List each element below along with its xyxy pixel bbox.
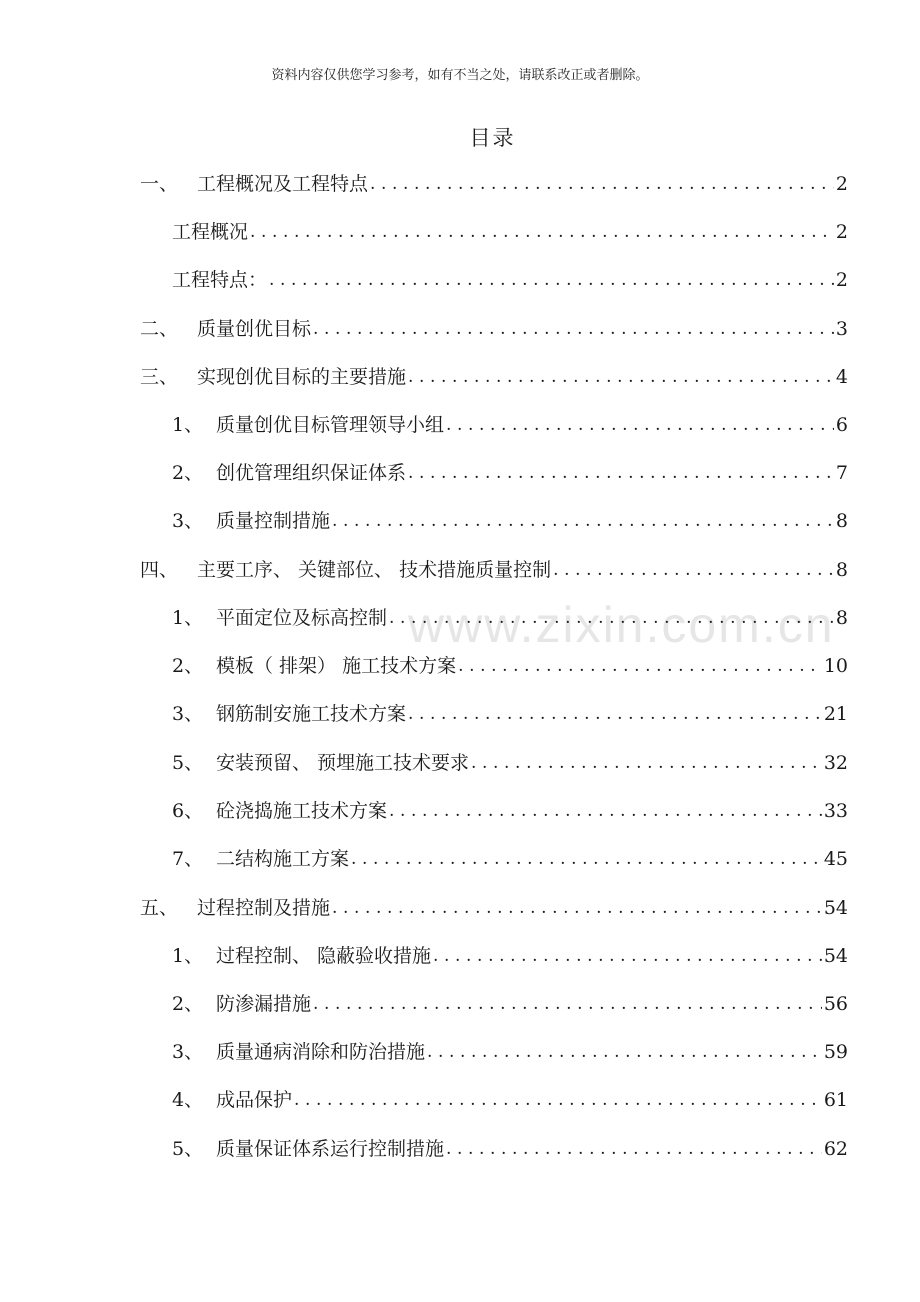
toc-leader-dots xyxy=(427,1044,822,1061)
toc-entry-number: 4、 xyxy=(172,1088,204,1111)
toc-entry-label: 防渗漏措施 xyxy=(216,992,312,1015)
toc-entry[interactable] xyxy=(172,208,848,256)
toc-entry-number: 2、 xyxy=(172,654,204,677)
toc-entry[interactable] xyxy=(140,160,848,208)
toc-leader-dots xyxy=(250,224,834,241)
toc-entry-page: 56 xyxy=(823,992,848,1015)
toc-leader-dots xyxy=(332,900,822,917)
toc-entry[interactable] xyxy=(172,980,848,1028)
toc-entry-label: 平面定位及标高控制 xyxy=(216,606,388,629)
toc-leader-dots xyxy=(389,610,834,627)
toc-title: 目录 xyxy=(469,126,516,150)
toc-leader-dots xyxy=(351,851,822,868)
toc-entry-label: 过程控制、 隐蔽验收措施 xyxy=(216,944,432,967)
toc-entry-page: 33 xyxy=(823,799,848,822)
toc-entry[interactable] xyxy=(140,546,848,594)
toc-leader-dots xyxy=(408,369,834,386)
toc-entry-label: 砼浇捣施工技术方案 xyxy=(216,799,388,822)
toc-entry-label: 主要工序、 关键部位、 技术措施质量控制 xyxy=(197,558,552,581)
toc-entry-number: 3、 xyxy=(172,1040,204,1063)
toc-leader-dots xyxy=(408,706,822,723)
toc-entry-label: 工程概况 xyxy=(172,220,249,243)
toc-entry[interactable] xyxy=(172,835,848,883)
toc-entry-page: 4 xyxy=(835,365,848,388)
toc-entry-label: 创优管理组织保证体系 xyxy=(216,461,407,484)
toc-leader-dots xyxy=(313,321,834,338)
toc-entry-page: 54 xyxy=(823,944,848,967)
toc-entry-page: 32 xyxy=(823,751,848,774)
toc-entry[interactable] xyxy=(172,449,848,497)
toc-leader-dots xyxy=(458,658,822,675)
toc-entry-number: 二、 xyxy=(140,317,179,340)
toc-entry-number: 1、 xyxy=(172,606,204,629)
toc-leader-dots xyxy=(269,272,834,289)
toc-entry-number: 3、 xyxy=(172,509,204,532)
toc-entry-page: 8 xyxy=(835,606,848,629)
toc-entry-number: 6、 xyxy=(172,799,204,822)
toc-entry-number: 2、 xyxy=(172,461,204,484)
toc-entry-label: 工程概况及工程特点 xyxy=(197,172,369,195)
toc-entry-page: 2 xyxy=(835,172,848,195)
toc-entry-page: 8 xyxy=(835,558,848,581)
toc-entry[interactable] xyxy=(172,932,848,980)
toc-entry-number: 3、 xyxy=(172,702,204,725)
toc-entry-number: 四、 xyxy=(140,558,179,581)
toc-leader-dots xyxy=(433,948,822,965)
toc-entry-number: 7、 xyxy=(172,847,204,870)
toc-entry[interactable] xyxy=(172,690,848,738)
toc-entry[interactable] xyxy=(172,1028,848,1076)
toc-entry[interactable] xyxy=(172,594,848,642)
toc-entry-page: 45 xyxy=(823,847,848,870)
toc-entry[interactable] xyxy=(172,1125,848,1173)
toc-leader-dots xyxy=(313,996,822,1013)
toc-entry-label: 工程特点： xyxy=(172,268,268,291)
toc-entry-label: 过程控制及措施 xyxy=(197,896,331,919)
toc-leader-dots xyxy=(471,755,822,772)
toc-entry-number: 2、 xyxy=(172,992,204,1015)
toc-entry-number: 5、 xyxy=(172,1137,204,1160)
toc-leader-dots xyxy=(370,176,834,193)
toc-leader-dots xyxy=(553,562,834,579)
toc-entry-number: 一、 xyxy=(140,172,179,195)
toc-entry[interactable] xyxy=(172,256,848,304)
toc-entry-label: 安装预留、 预埋施工技术要求 xyxy=(216,751,470,774)
toc-entry-label: 模板（ 排架） 施工技术方案 xyxy=(216,654,457,677)
toc-leader-dots xyxy=(408,465,834,482)
watermark: www.zixin.com.cn xyxy=(408,597,835,653)
toc-entry[interactable] xyxy=(172,787,848,835)
toc-entry-label: 质量创优目标 xyxy=(197,317,312,340)
toc-entry-page: 7 xyxy=(835,461,848,484)
toc-entry-label: 质量创优目标管理领导小组 xyxy=(216,413,445,436)
toc-leader-dots xyxy=(294,1092,822,1109)
toc-entry-label: 质量控制措施 xyxy=(216,509,331,532)
toc-entry-page: 8 xyxy=(835,509,848,532)
toc-entry[interactable] xyxy=(140,884,848,932)
toc-entry-page: 62 xyxy=(823,1137,848,1160)
toc-entry-label: 钢筋制安施工技术方案 xyxy=(216,702,407,725)
toc-entry-page: 3 xyxy=(835,317,848,340)
toc-leader-dots xyxy=(446,1141,822,1158)
toc-leader-dots xyxy=(389,803,822,820)
toc-entry[interactable] xyxy=(172,642,848,690)
toc-entry-number: 5、 xyxy=(172,751,204,774)
toc-entry-number: 1、 xyxy=(172,944,204,967)
toc-entry-page: 21 xyxy=(823,702,848,725)
toc-entry-number: 五、 xyxy=(140,896,179,919)
toc-entry[interactable] xyxy=(172,497,848,545)
toc-entry-label: 成品保护 xyxy=(216,1088,293,1111)
toc-entry-number: 1、 xyxy=(172,413,204,436)
toc-entry[interactable] xyxy=(140,353,848,401)
toc-entry-page: 54 xyxy=(823,896,848,919)
toc-entry[interactable] xyxy=(172,401,848,449)
toc-leader-dots xyxy=(446,417,834,434)
toc-entry-number: 三、 xyxy=(140,365,179,388)
toc-entry-page: 59 xyxy=(823,1040,848,1063)
toc-entry-label: 质量保证体系运行控制措施 xyxy=(216,1137,445,1160)
header-note: 资料内容仅供您学习参考，如有不当之处，请联系改正或者删除。 xyxy=(271,68,649,83)
toc-entry-page: 61 xyxy=(823,1088,848,1111)
toc-entry-page: 6 xyxy=(835,413,848,436)
toc-entry-page: 2 xyxy=(835,220,848,243)
toc-entry-label: 实现创优目标的主要措施 xyxy=(197,365,407,388)
toc-entry[interactable] xyxy=(172,739,848,787)
toc-entry-page: 10 xyxy=(823,654,848,677)
toc-entry[interactable] xyxy=(140,305,848,353)
toc-entry-page: 2 xyxy=(835,268,848,291)
toc-entry[interactable] xyxy=(172,1076,848,1124)
toc-leader-dots xyxy=(332,513,834,530)
toc-entry-label: 二结构施工方案 xyxy=(216,847,350,870)
toc-entry-label: 质量通病消除和防治措施 xyxy=(216,1040,426,1063)
